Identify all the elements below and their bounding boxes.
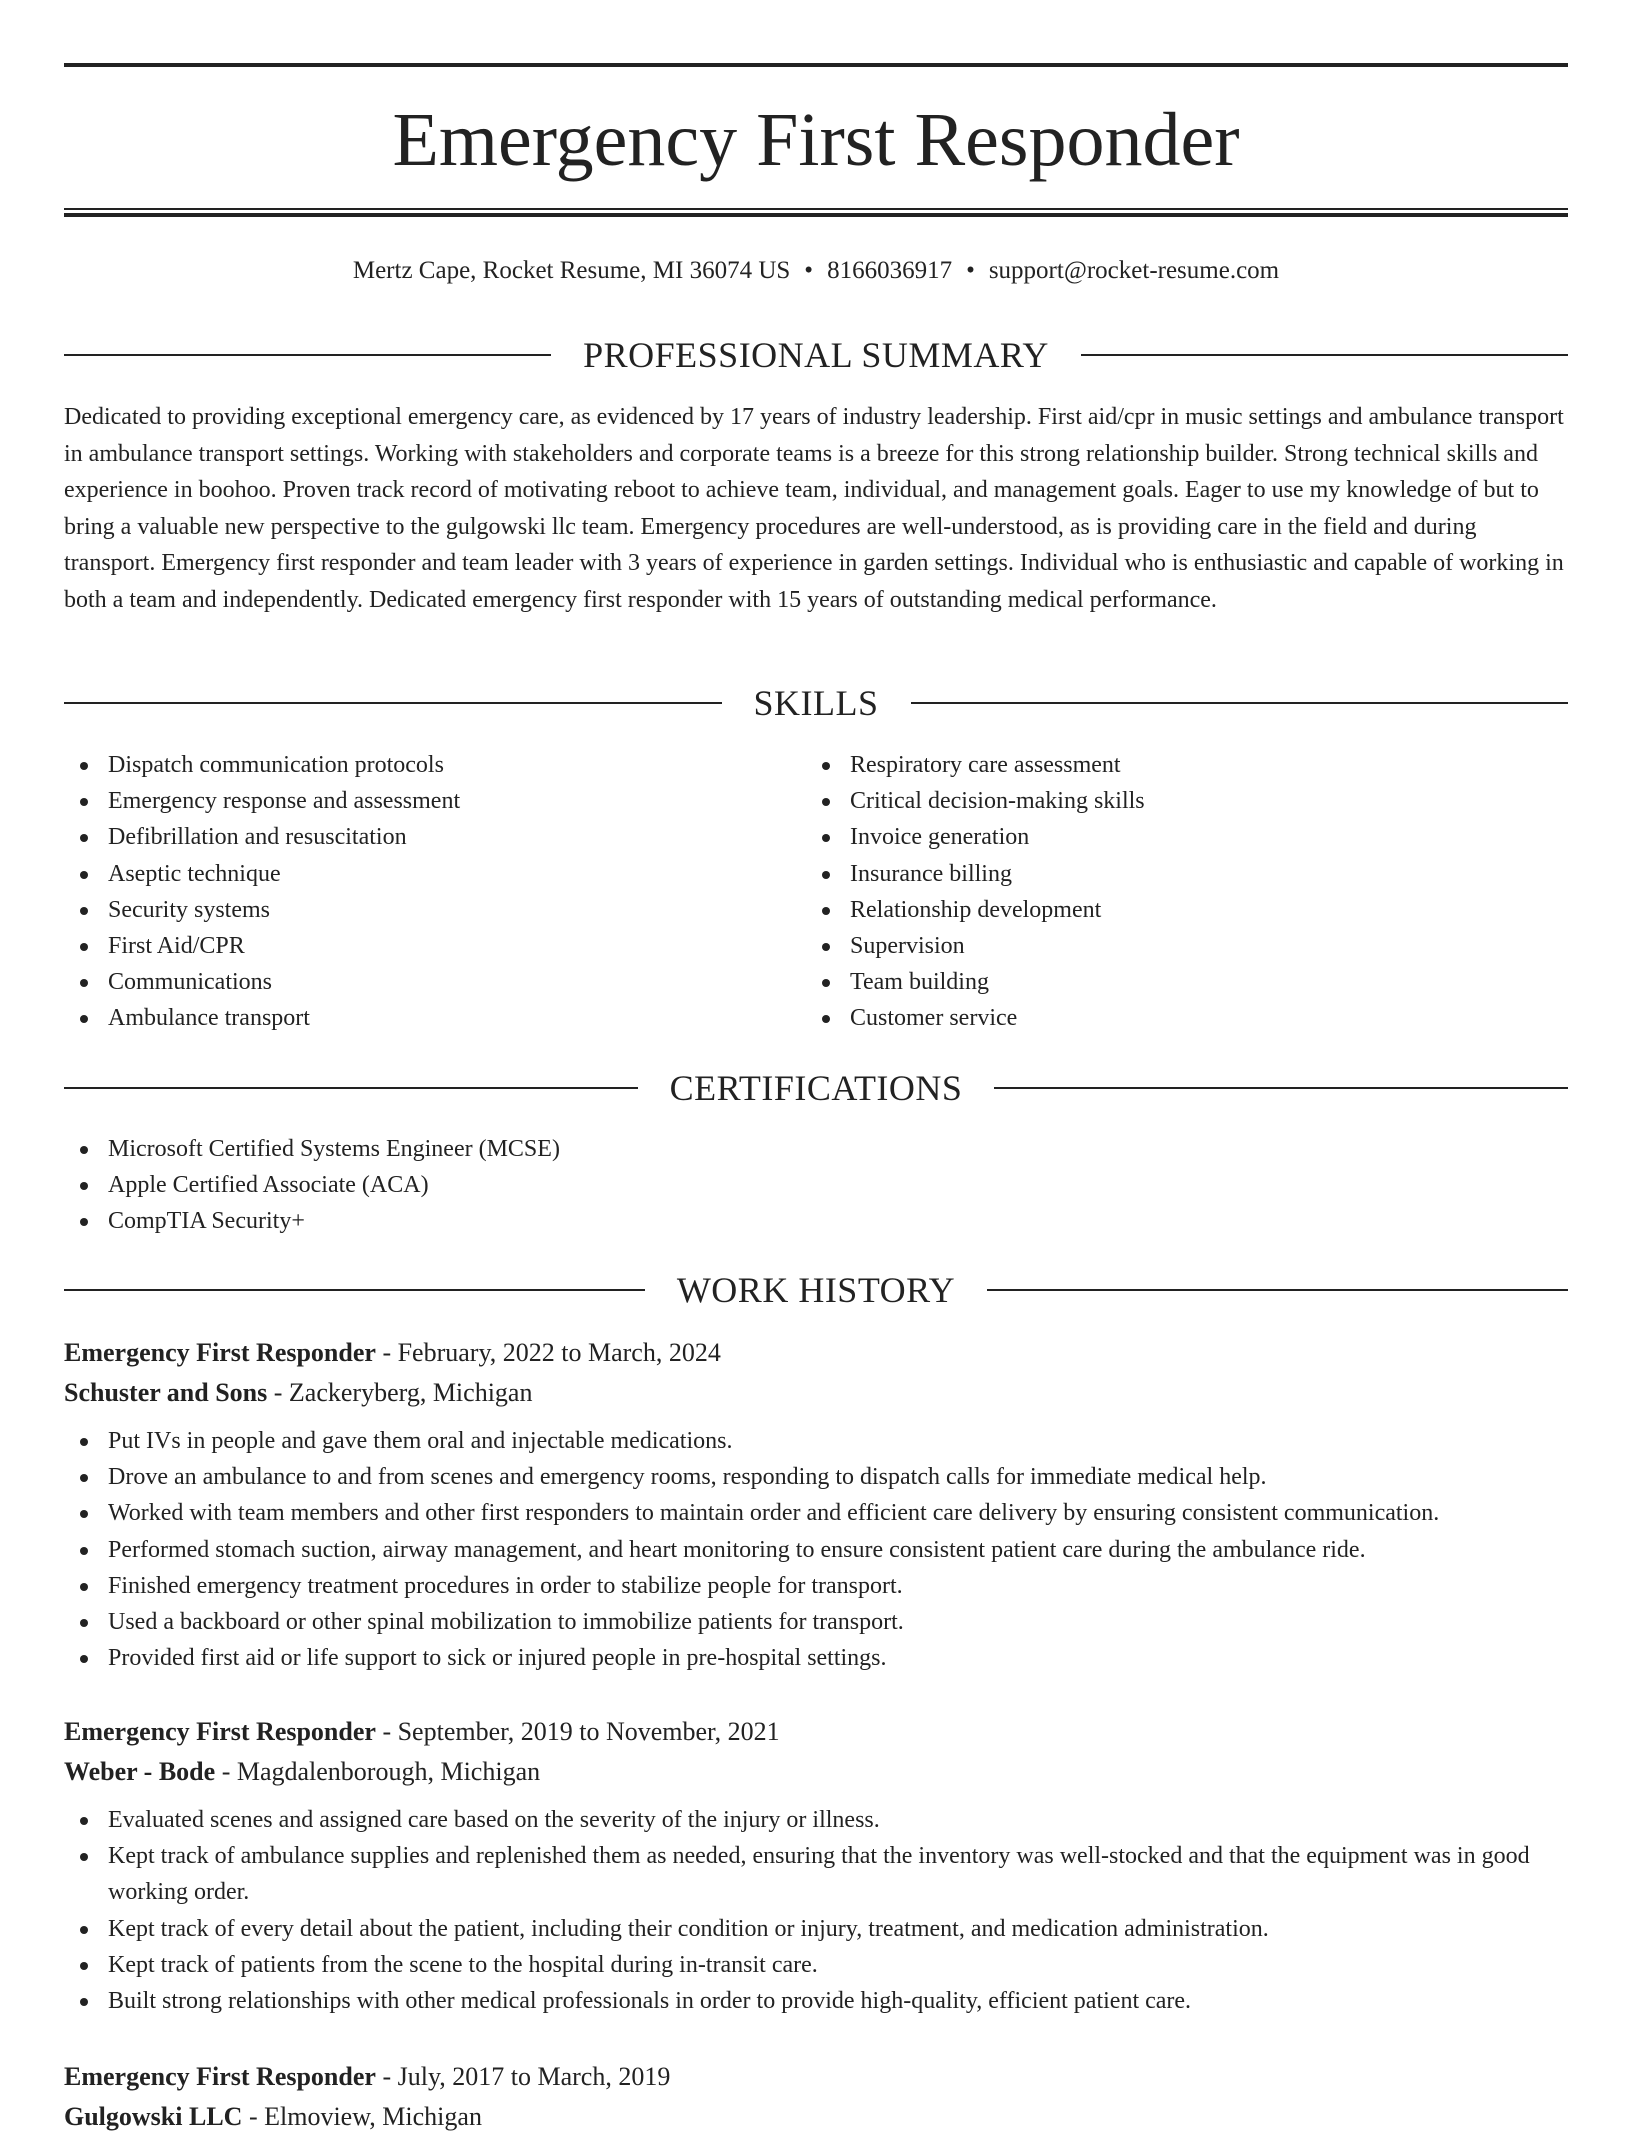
contact-line	[64, 254, 1568, 288]
job-dates: - February, 2022 to March, 2024	[375, 1338, 721, 1367]
job-location: - Elmoview, Michigan	[242, 2102, 482, 2131]
double-rule	[64, 208, 1568, 217]
contact-address: Mertz Cape, Rocket Resume, MI 36074 US	[352, 257, 791, 284]
job-company-line	[64, 1752, 1568, 1792]
contact-email: support@rocket-resume.com	[988, 257, 1280, 284]
skill-item: Security systems	[64, 892, 460, 928]
certifications-list	[64, 1131, 560, 1240]
skill-item: Defibrillation and resuscitation	[64, 819, 460, 855]
job-title-line	[64, 2057, 1568, 2097]
certification-item: Apple Certified Associate (ACA)	[64, 1167, 560, 1203]
section-heading-certifications	[64, 1066, 1568, 1110]
job-company: Gulgowski LLC	[64, 2102, 243, 2131]
job-company-line	[64, 2097, 1568, 2137]
skill-item: Aseptic technique	[64, 856, 460, 892]
job-bullet: Evaluated scenes and assigned care based on the severity of the injury or illness.	[64, 1802, 1568, 1838]
certification-item: Microsoft Certified Systems Engineer (MCSE)	[64, 1131, 560, 1167]
skill-item: Dispatch communication protocols	[64, 747, 460, 783]
skill-item: Customer service	[806, 1000, 1145, 1036]
job-bullet: Built strong relationships with other medical professionals in order to provide high-quality, efficient patient care.	[64, 1983, 1568, 2019]
top-rule	[64, 63, 1568, 67]
skill-item: Communications	[64, 964, 460, 1000]
skill-item: Team building	[806, 964, 1145, 1000]
job-bullets	[64, 1423, 1568, 1676]
job-title-line	[64, 1712, 1568, 1752]
job-entry	[64, 1333, 1568, 1676]
job-dates: - July, 2017 to March, 2019	[375, 2062, 671, 2091]
job-title: Emergency First Responder	[64, 1717, 376, 1746]
job-company: Schuster and Sons	[64, 1378, 268, 1407]
heading-rule	[994, 1087, 1568, 1089]
certifications-block	[64, 1131, 560, 1240]
resume-name-heading: Emergency First Responder	[392, 98, 1240, 182]
bullet-separator: •	[804, 257, 814, 284]
summary-text: Dedicated to providing exceptional emergency care, as evidenced by 17 years of industry leadership. First aid/cpr in music settings and ambulance transport in ambulance transport settings. Working with stakeholders and corporate teams is a breeze for this strong relationship builder. Strong technical skills and experience in boohoo. Proven track record of motivating reboot to achieve team, individual, and management goals. Eager to use my knowledge of but to bring a valuable new perspective to the gulgowski llc team. Emergency procedures are well-understood, as is providing care in the field and during transport. Emergency first responder and team leader with 3 years of experience in garden settings. Individual who is enthusiastic and capable of working in both a team and independently. Dedicated emergency first responder with 15 years of outstanding medical performance.	[64, 404, 1564, 613]
job-title-line	[64, 1333, 1568, 1373]
skill-item: Ambulance transport	[64, 1000, 460, 1036]
skill-item: Invoice generation	[806, 819, 1145, 855]
heading-rule	[64, 354, 551, 356]
job-bullet: Kept track of patients from the scene to the hospital during in-transit care.	[64, 1947, 1568, 1983]
section-title: SKILLS	[753, 683, 879, 723]
skills-column-right	[806, 747, 1145, 1037]
job-bullet: Performed stomach suction, airway management, and heart monitoring to ensure consistent patient care during the ambulance ride.	[64, 1532, 1568, 1568]
job-bullet: Kept track of every detail about the patient, including their condition or injury, treatment, and medication administration.	[64, 1911, 1568, 1947]
section-heading-summary	[64, 333, 1568, 377]
job-dates: - September, 2019 to November, 2021	[375, 1717, 780, 1746]
skills-list-right	[806, 747, 1145, 1037]
section-heading-skills	[64, 681, 1568, 725]
job-title: Emergency First Responder	[64, 2062, 376, 2091]
heading-rule	[64, 1087, 638, 1089]
skill-item: Insurance billing	[806, 856, 1145, 892]
section-title: CERTIFICATIONS	[669, 1068, 963, 1108]
contact-phone: 8166036917	[827, 257, 953, 284]
section-title: PROFESSIONAL SUMMARY	[583, 335, 1049, 375]
section-heading-work-history	[64, 1268, 1568, 1312]
skills-list-left	[64, 747, 460, 1037]
job-bullet: Finished emergency treatment procedures in order to stabilize people for transport.	[64, 1568, 1568, 1604]
heading-rule	[1081, 354, 1568, 356]
heading-rule	[987, 1289, 1568, 1291]
job-bullet: Put IVs in people and gave them oral and injectable medications.	[64, 1423, 1568, 1459]
certification-item: CompTIA Security+	[64, 1203, 560, 1239]
job-bullet: Worked with team members and other first responders to maintain order and efficient care delivery by ensuring consistent communication.	[64, 1495, 1568, 1531]
job-entry	[64, 1712, 1568, 2019]
skill-item: Relationship development	[806, 892, 1145, 928]
section-title: WORK HISTORY	[676, 1270, 956, 1310]
bullet-separator: •	[966, 257, 975, 284]
heading-rule	[64, 1289, 645, 1291]
skills-column-left	[64, 747, 460, 1037]
job-entry	[64, 2057, 1568, 2137]
job-location: - Magdalenborough, Michigan	[215, 1757, 541, 1786]
heading-rule	[911, 702, 1569, 704]
skill-item: Emergency response and assessment	[64, 783, 460, 819]
skill-item: First Aid/CPR	[64, 928, 460, 964]
job-company-line	[64, 1373, 1568, 1413]
job-bullet: Kept track of ambulance supplies and replenished them as needed, ensuring that the inventory was well-stocked and that the equipment was in good working order.	[64, 1838, 1568, 1910]
job-company: Weber - Bode	[64, 1757, 216, 1786]
job-title: Emergency First Responder	[64, 1338, 376, 1367]
skill-item: Supervision	[806, 928, 1145, 964]
job-bullet: Drove an ambulance to and from scenes and emergency rooms, responding to dispatch calls for immediate medical help.	[64, 1459, 1568, 1495]
skill-item: Critical decision-making skills	[806, 783, 1145, 819]
job-bullets	[64, 1802, 1568, 2019]
skill-item: Respiratory care assessment	[806, 747, 1145, 783]
job-bullet: Used a backboard or other spinal mobilization to immobilize patients for transport.	[64, 1604, 1568, 1640]
heading-rule	[64, 702, 722, 704]
job-location: - Zackeryberg, Michigan	[267, 1378, 533, 1407]
job-bullet: Provided first aid or life support to sick or injured people in pre-hospital settings.	[64, 1640, 1568, 1676]
